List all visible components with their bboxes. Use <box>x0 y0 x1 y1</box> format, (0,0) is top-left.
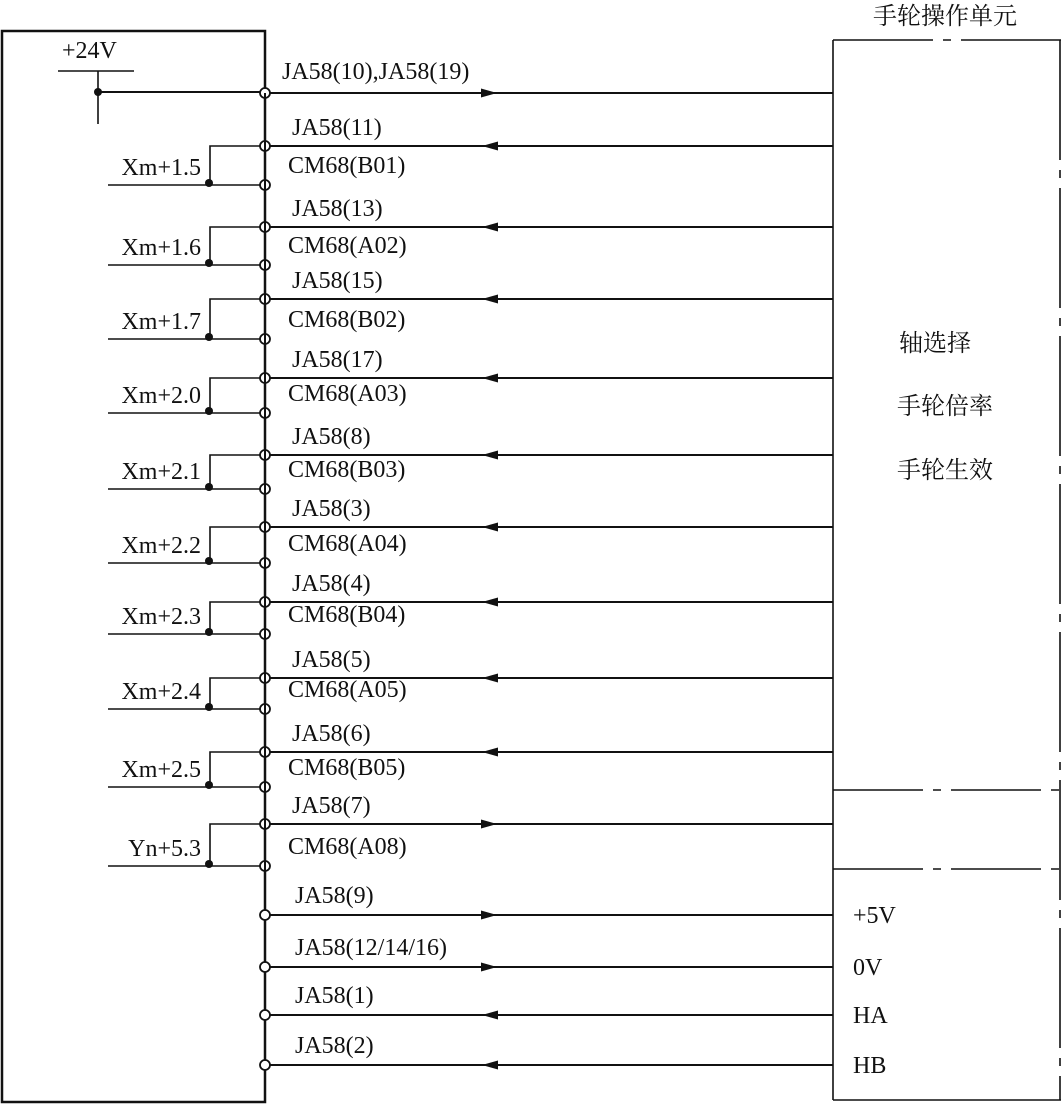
unit-title: 手轮操作单元 <box>873 2 1017 30</box>
signal-loop <box>210 227 265 262</box>
cm-pin-label: CM68(B04) <box>288 602 406 628</box>
cm-pin-label: CM68(A08) <box>288 834 407 860</box>
cm-pin-label: CM68(B01) <box>288 153 406 179</box>
signal-group <box>108 571 833 639</box>
cnc-controller-box <box>2 31 265 1102</box>
encoder-terminal <box>260 910 270 920</box>
signal-arrow <box>482 523 498 532</box>
address-junction <box>205 703 213 711</box>
signal-loop <box>210 824 265 863</box>
signal-arrow <box>482 748 498 757</box>
unit-function-handwheel-enable: 手轮生效 <box>897 456 993 484</box>
signal-loop <box>210 602 265 631</box>
ja-pin-label: JA58(7) <box>292 793 371 819</box>
ja-pin-label: JA58(8) <box>292 424 371 450</box>
address-junction <box>205 557 213 565</box>
enable-signal-label: JA58(10),JA58(19) <box>282 59 470 85</box>
address-label: Xm+1.5 <box>121 155 201 181</box>
ja-pin-label: JA58(4) <box>292 571 371 597</box>
cm-pin-label: CM68(A02) <box>288 233 407 259</box>
ja-pin-label: JA58(13) <box>292 196 383 222</box>
address-label: Xm+2.0 <box>121 383 201 409</box>
encoder-signal <box>260 983 888 1029</box>
encoder-pin-label: JA58(9) <box>295 883 374 909</box>
cm-pin-label: CM68(B05) <box>288 755 406 781</box>
signal-loop <box>210 378 265 410</box>
address-label: Xm+1.7 <box>121 309 201 335</box>
address-label: Xm+2.4 <box>121 679 201 705</box>
address-label: Xm+2.3 <box>121 604 201 630</box>
signal-loop <box>210 299 265 336</box>
cm-pin-label: CM68(A05) <box>288 677 407 703</box>
signal-group <box>108 115 833 190</box>
signal-arrow <box>482 295 498 304</box>
signal-arrow <box>482 451 498 460</box>
address-label: Xm+2.5 <box>121 757 201 783</box>
encoder-arrow <box>482 1061 498 1070</box>
address-junction <box>205 781 213 789</box>
encoder-signal <box>260 1033 886 1079</box>
ja-pin-label: JA58(11) <box>292 115 382 141</box>
address-junction <box>205 259 213 267</box>
signal-loop <box>210 146 265 182</box>
encoder-signal-name: HB <box>853 1053 887 1079</box>
signal-arrow <box>481 820 497 829</box>
signal-group <box>108 268 833 344</box>
signal-group <box>108 647 833 714</box>
supply-label: +24V <box>62 38 117 64</box>
encoder-pin-label: JA58(1) <box>295 983 374 1009</box>
unit-function-axis-select: 轴选择 <box>899 329 971 357</box>
signal-group <box>108 721 833 792</box>
signal-loop <box>210 752 265 784</box>
ja-pin-label: JA58(15) <box>292 268 383 294</box>
ja-pin-label: JA58(17) <box>292 347 383 373</box>
encoder-pin-label: JA58(12/14/16) <box>295 935 447 961</box>
encoder-arrow <box>482 1011 498 1020</box>
signal-group <box>108 424 833 494</box>
address-junction <box>205 860 213 868</box>
signal-arrow <box>482 374 498 383</box>
encoder-arrow <box>481 911 497 920</box>
unit-function-handwheel-rate: 手轮倍率 <box>897 392 993 420</box>
encoder-signal <box>260 935 883 981</box>
encoder-terminal <box>260 1060 270 1070</box>
address-junction <box>205 628 213 636</box>
signal-arrow <box>482 598 498 607</box>
encoder-signal-name: 0V <box>853 955 883 981</box>
encoder-terminal <box>260 962 270 972</box>
address-label: Xm+2.2 <box>121 533 201 559</box>
address-junction <box>205 333 213 341</box>
encoder-signal-name: HA <box>853 1003 888 1029</box>
signal-group <box>108 496 833 568</box>
address-junction <box>205 483 213 491</box>
enable-signal-arrow <box>481 89 497 98</box>
encoder-arrow <box>481 963 497 972</box>
cm-pin-label: CM68(B03) <box>288 457 406 483</box>
signal-arrow <box>482 223 498 232</box>
cm-pin-label: CM68(A03) <box>288 381 407 407</box>
address-junction <box>205 407 213 415</box>
address-junction <box>205 179 213 187</box>
encoder-pin-label: JA58(2) <box>295 1033 374 1059</box>
signal-group <box>108 793 833 871</box>
ja-pin-label: JA58(6) <box>292 721 371 747</box>
ja-pin-label: JA58(5) <box>292 647 371 673</box>
encoder-signal <box>260 883 897 929</box>
signal-group <box>108 196 833 270</box>
signal-arrow <box>482 674 498 683</box>
ja-pin-label: JA58(3) <box>292 496 371 522</box>
cm-pin-label: CM68(B02) <box>288 307 406 333</box>
encoder-terminal <box>260 1010 270 1020</box>
signal-group <box>108 347 833 418</box>
signal-loop <box>210 455 265 486</box>
signal-arrow <box>482 142 498 151</box>
encoder-signal-name: +5V <box>853 903 896 929</box>
address-label: Xm+2.1 <box>121 459 201 485</box>
address-label: Yn+5.3 <box>128 836 201 862</box>
signal-loop <box>210 678 265 706</box>
cm-pin-label: CM68(A04) <box>288 531 407 557</box>
signal-loop <box>210 527 265 560</box>
address-label: Xm+1.6 <box>121 235 201 261</box>
